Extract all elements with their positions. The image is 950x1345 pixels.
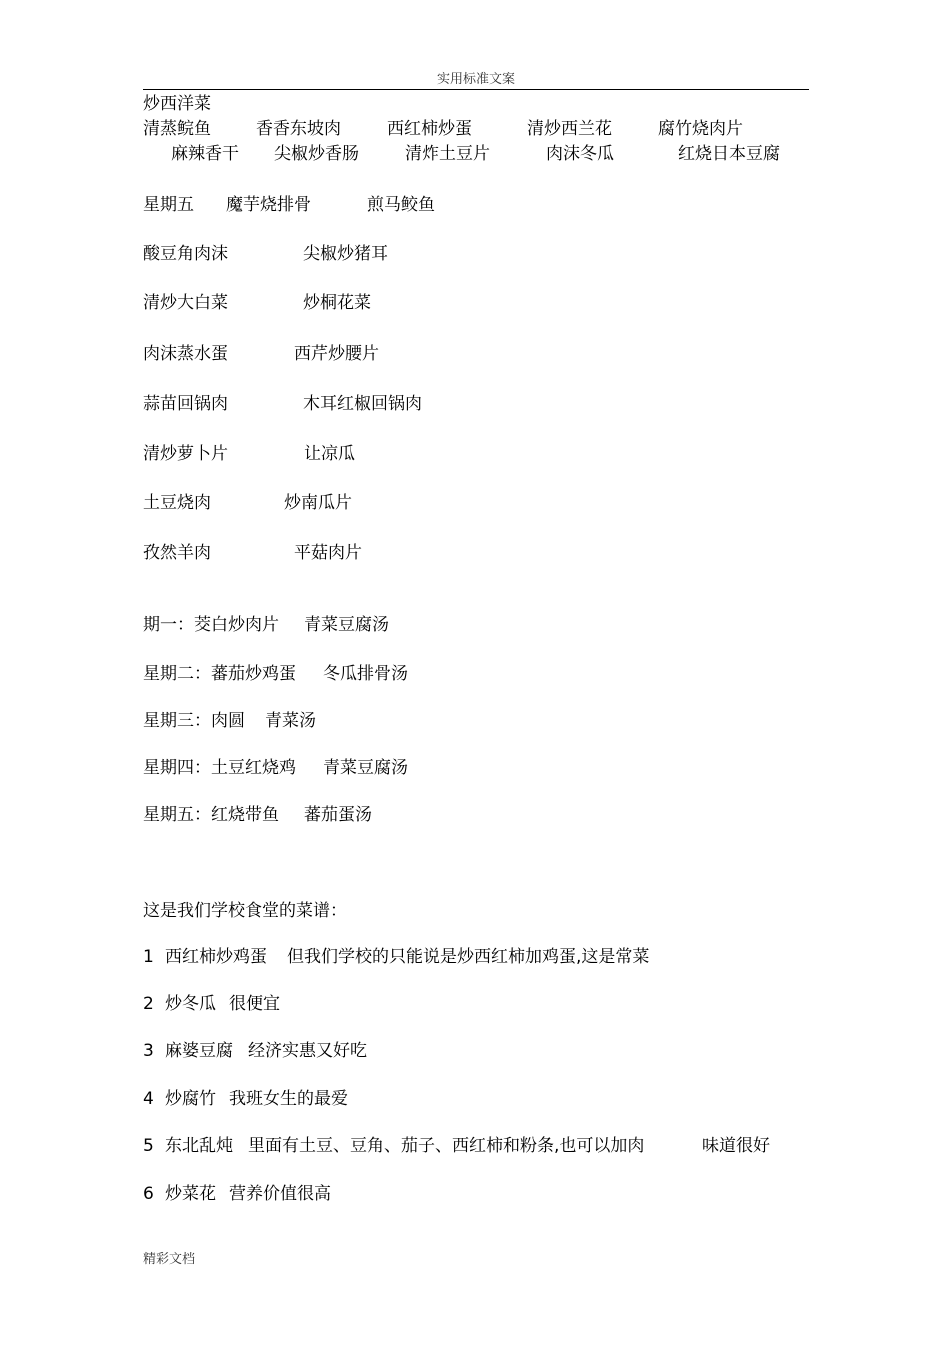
item-note: 经济实惠又好吃 [248,1041,367,1061]
dish: 平菇肉片 [294,543,362,563]
item-number: 4 [143,1089,154,1109]
weekday-menu: 星期二：蕃茄炒鸡蛋 [143,664,296,684]
dish: 西红柿炒蛋 [387,119,472,139]
page-footer: 精彩文档 [143,1252,196,1267]
item-number: 6 [143,1184,154,1204]
item-note-extra: 味道很好 [702,1136,770,1156]
dish: 麻辣香干 [171,144,239,164]
dish: 肉沫冬瓜 [546,144,614,164]
dish: 香香东坡肉 [256,119,341,139]
dish: 清炸土豆片 [405,144,490,164]
dish: 尖椒炒香肠 [274,144,359,164]
soup: 青菜豆腐汤 [304,615,389,635]
item-number: 5 [143,1136,154,1156]
dish: 清炒大白菜 [143,293,228,313]
item-number: 2 [143,994,154,1014]
dish: 炒桐花菜 [303,293,371,313]
dish: 肉沫蒸水蛋 [143,344,228,364]
item-dish: 炒冬瓜 [165,994,216,1014]
dish: 腐竹烧肉片 [658,119,743,139]
day-label: 星期五 [143,195,194,215]
dish: 尖椒炒猪耳 [303,244,388,264]
item-dish: 麻婆豆腐 [165,1041,233,1061]
weekday-menu: 星期五：红烧带鱼 [143,805,279,825]
weekday-menu: 星期三：肉圆 [143,711,245,731]
item-note: 营养价值很高 [229,1184,331,1204]
menu-title: 炒西洋菜 [143,94,211,114]
dish: 红烧日本豆腐 [678,144,780,164]
item-note: 我班女生的最爱 [229,1089,348,1109]
item-number: 1 [143,947,154,967]
soup: 青菜豆腐汤 [323,758,408,778]
dish: 清炒萝卜片 [143,444,228,464]
weekday-menu: 期一：茭白炒肉片 [143,615,279,635]
soup: 青菜汤 [265,711,316,731]
weekday-menu: 星期四：土豆红烧鸡 [143,758,296,778]
dish: 魔芋烧排骨 [226,195,311,215]
dish: 让凉瓜 [304,444,355,464]
item-dish: 西红柿炒鸡蛋 [165,947,267,967]
dish: 炒南瓜片 [284,493,352,513]
dish: 蒜苗回锅肉 [143,394,228,414]
dish: 木耳红椒回锅肉 [303,394,422,414]
soup: 蕃茄蛋汤 [304,805,372,825]
item-note: 里面有土豆、豆角、茄子、西红柿和粉条,也可以加肉 [248,1136,645,1156]
item-dish: 东北乱炖 [165,1136,233,1156]
header-rule [143,89,809,90]
dish: 孜然羊肉 [143,543,211,563]
dish: 西芹炒腰片 [294,344,379,364]
item-note: 但我们学校的只能说是炒西红柿加鸡蛋,这是常菜 [287,947,650,967]
intro-text: 这是我们学校食堂的菜谱： [143,901,347,921]
page-header: 实用标准文案 [436,72,515,87]
dish: 煎马鲛鱼 [367,195,435,215]
dish: 土豆烧肉 [143,493,211,513]
dish: 清蒸鲩鱼 [143,119,211,139]
item-dish: 炒腐竹 [165,1089,216,1109]
item-dish: 炒菜花 [165,1184,216,1204]
item-note: 很便宜 [229,994,280,1014]
soup: 冬瓜排骨汤 [323,664,408,684]
item-number: 3 [143,1041,154,1061]
dish: 酸豆角肉沫 [143,244,228,264]
dish: 清炒西兰花 [527,119,612,139]
